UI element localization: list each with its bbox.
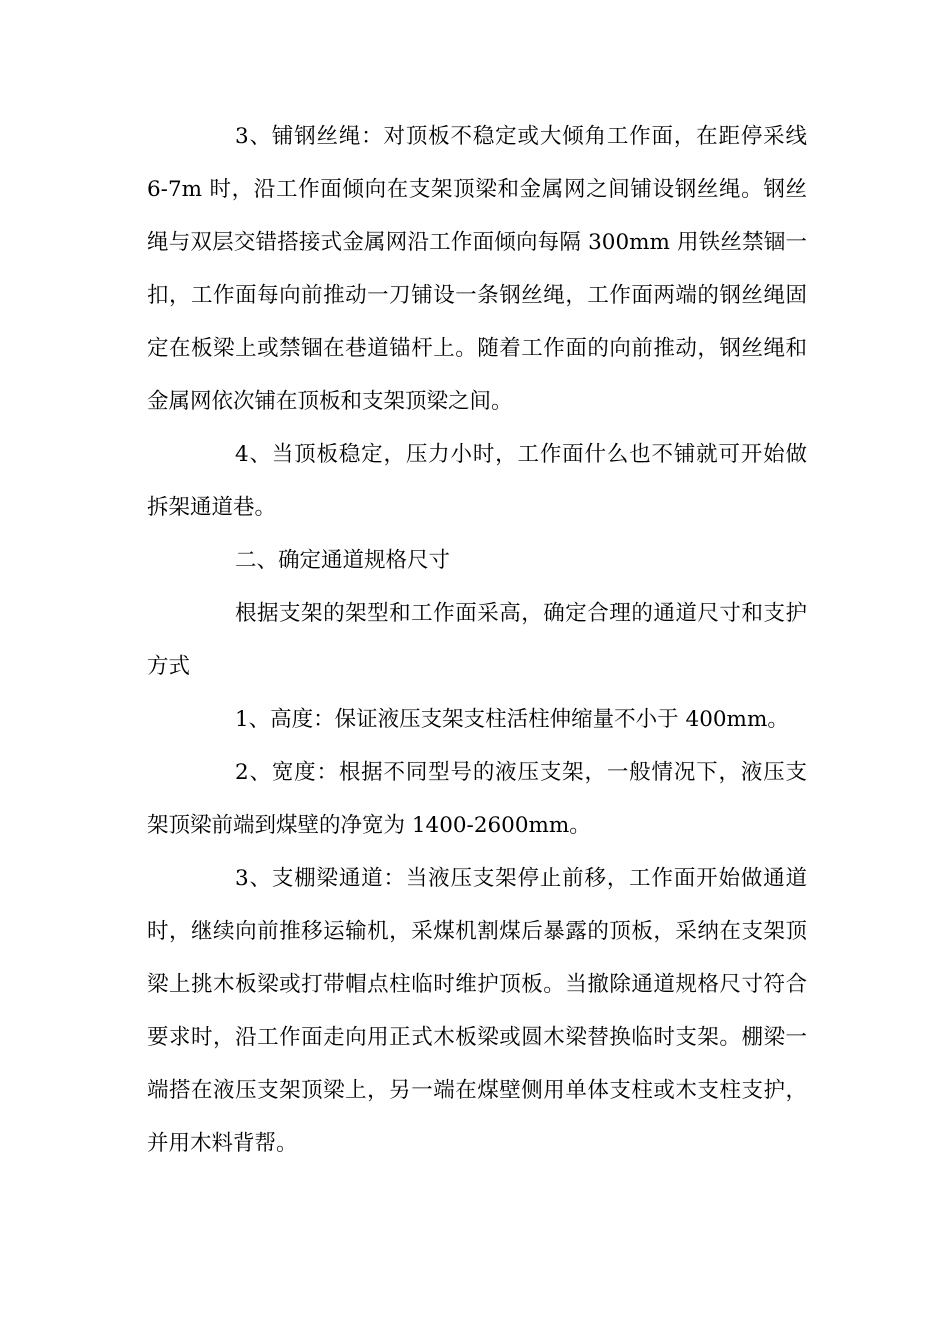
paragraph-stable-roof: 4、当顶板稳定，压力小时，工作面什么也不铺就可开始做拆架通道巷。 <box>147 442 807 520</box>
paragraph-channel-intro: 根据支架的架型和工作面采高，确定合理的通道尺寸和支护方式 <box>147 601 807 679</box>
document-body <box>147 110 807 1170</box>
paragraph-steel-rope: 3、铺钢丝绳：对顶板不稳定或大倾角工作面，在距停采线 6-7m 时，沿工作面倾向在支架顶梁和金属网之间铺设钢丝绳。钢丝绳与双层交错搭接式金属网沿工作面倾向每隔 300mm 用铁丝禁锢一扣，工作面每向前推动一刀铺设一条钢丝绳，工作面两端的钢丝绳固定在板梁上或禁锢在巷道锚杆上。随着工作面的向前推动，钢丝绳和金属网依次铺在顶板和支架顶梁之间。 <box>147 124 807 414</box>
section-heading-channel-size: 二、确定通道规格尺寸 <box>235 548 451 573</box>
paragraph-height: 1、高度：保证液压支架支柱活柱伸缩量不小于 400mm。 <box>235 707 789 732</box>
paragraph-width: 2、宽度：根据不同型号的液压支架，一般情况下，液压支架顶梁前端到煤壁的净宽为 1400-2600mm。 <box>147 760 807 838</box>
paragraph-beam-channel: 3、支棚梁通道：当液压支架停止前移，工作面开始做通道时，继续向前推移运输机，采煤机割煤后暴露的顶板，采纳在支架顶梁上挑木板梁或打带帽点柱临时维护顶板。当撤除通道规格尺寸符合要求时，沿工作面走向用正式木板梁或圆木梁替换临时支架。棚梁一端搭在液压支架顶梁上，另一端在煤壁侧用单体支柱或木支柱支护，并用木料背帮。 <box>147 866 807 1156</box>
